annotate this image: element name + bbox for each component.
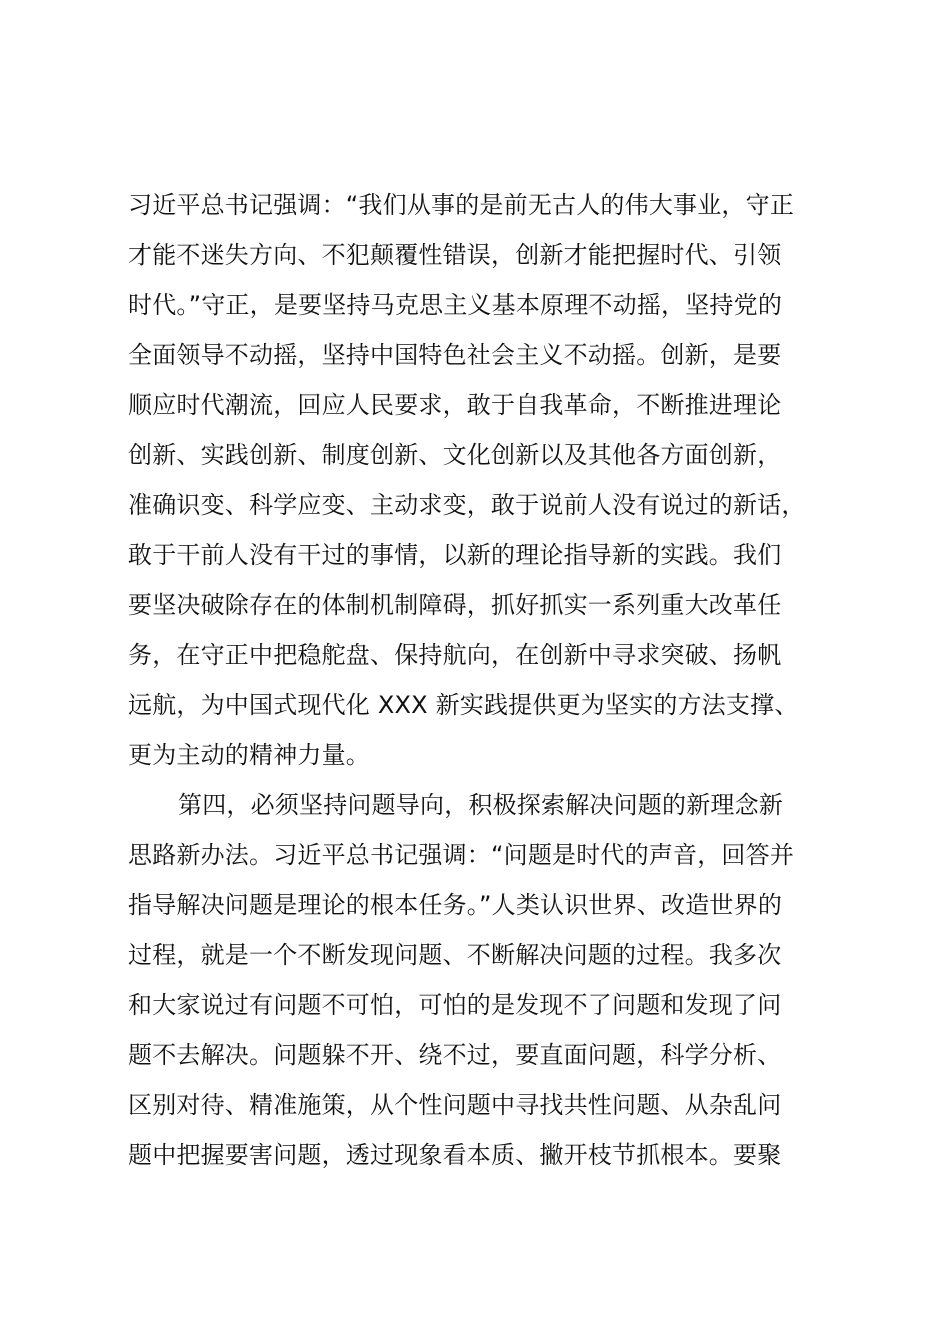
text-line: 全面领导不动摇，坚持中国特色社会主义不动摇。创新，是要 (128, 341, 782, 369)
paragraph-1 (128, 180, 848, 780)
paragraph-2 (128, 780, 848, 1180)
text-line: 要坚决破除存在的体制机制障碍，抓好抓实一系列重大改革任 (128, 591, 782, 619)
text-line: 思路新办法。习近平总书记强调：“问题是时代的声音，回答并 (128, 841, 795, 869)
document-body (128, 180, 848, 1180)
text-line: 敢于干前人没有干过的事情，以新的理论指导新的实践。我们 (128, 541, 782, 569)
text-line: 创新、实践创新、制度创新、文化创新以及其他各方面创新， (128, 441, 782, 469)
text-line: 习近平总书记强调：“我们从事的是前无古人的伟大事业，守正 (128, 191, 795, 219)
text-line: 和大家说过有问题不可怕，可怕的是发现不了问题和发现了问 (128, 991, 782, 1019)
text-line: 才能不迷失方向、不犯颠覆性错误，创新才能把握时代、引领 (128, 241, 782, 269)
text-line: 时代。”守正，是要坚持马克思主义基本原理不动摇，坚持党的 (128, 291, 783, 319)
text-line: 更为主动的精神力量。 (128, 741, 370, 769)
text-line: 务，在守正中把稳舵盘、保持航向，在创新中寻求突破、扬帆 (128, 641, 782, 669)
text-line: 准确识变、科学应变、主动求变，敢于说前人没有说过的新话， (128, 491, 806, 519)
text-line: 区别对待、精准施策，从个性问题中寻找共性问题、从杂乱问 (128, 1091, 782, 1119)
text-line: 第四，必须坚持问题导向，积极探索解决问题的新理念新 (178, 791, 783, 819)
text-line: 题不去解决。问题躲不开、绕不过，要直面问题，科学分析、 (128, 1041, 782, 1069)
text-line: 指导解决问题是理论的根本任务。”人类认识世界、改造世界的 (128, 891, 783, 919)
text-line: 过程，就是一个不断发现问题、不断解决问题的过程。我多次 (128, 941, 782, 969)
text-line: 题中把握要害问题，透过现象看本质、撇开枝节抓根本。要聚 (128, 1141, 782, 1169)
text-line: 顺应时代潮流，回应人民要求，敢于自我革命，不断推进理论 (128, 391, 782, 419)
text-line: 远航，为中国式现代化 XXX 新实践提供更为坚实的方法支撑、 (128, 691, 799, 719)
